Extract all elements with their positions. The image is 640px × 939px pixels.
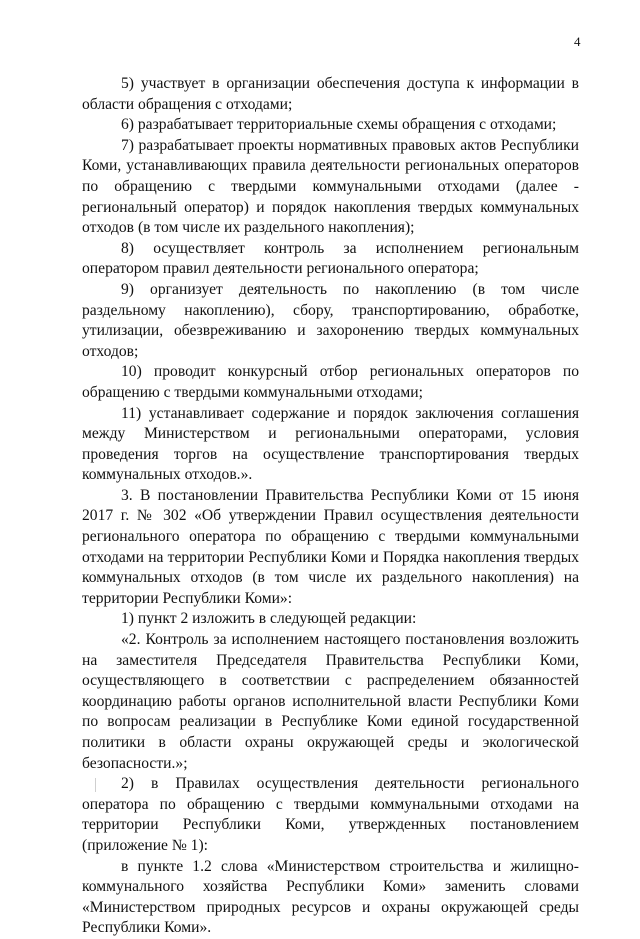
document-body — [82, 74, 579, 939]
paragraph-subitem-2: 2) в Правилах осуществления деятельности регионального оператора по обращению с твердыми коммунальными отходами на территории Республики Коми, утвержденных постановлением (приложение № 1): — [82, 775, 579, 854]
paragraph-amendment: в пункте 1.2 слова «Министерством строительства и жилищно-коммунального хозяйства Республики Коми» заменить словами «Министерством природных ресурсов и охраны окружающей среды Республики Коми». — [82, 857, 579, 937]
paragraph-quote-2: «2. Контроль за исполнением настоящего постановления возложить на заместителя Председателя Правительства Республики Коми, осуществляющего в соответствии с распределением обязанностей координацию работы органов исполнительной власти Республики Коми по вопросам реализации в Республике Коми единой государственной политики в области охраны окружающей среды и экологической безопасности.»; — [82, 631, 579, 772]
paragraph-item-9: 9) организует деятельность по накоплению (в том числе раздельному накоплению), сбору, транспортированию, обработке, утилизации, обезвреживанию и захоронению твердых коммунальных отходов; — [82, 280, 579, 360]
paragraph-subitem-1: 1) пункт 2 изложить в следующей редакции: — [121, 610, 417, 628]
paragraph-item-7: 7) разрабатывает проекты нормативных правовых актов Республики Коми, устанавливающих правила деятельности региональных операторов по обращению с твердыми коммунальными отходами (далее - региональный оператор) и порядок накопления твердых коммунальных отходов (в том числе их раздельного накопления); — [82, 136, 579, 237]
paragraph-item-6: 6) разрабатывает территориальные схемы обращения с отходами; — [121, 116, 557, 134]
paragraph-item-5: 5) участвует в организации обеспечения доступа к информации в области обращения с отходами; — [82, 75, 579, 113]
scan-margin-mark — [95, 778, 96, 792]
paragraph-item-8: 8) осуществляет контроль за исполнением региональным оператором правил деятельности регионального оператора; — [82, 239, 579, 278]
paragraph-section-3: 3. В постановлении Правительства Республики Коми от 15 июня 2017 г. № 302 «Об утверждении Правил осуществления деятельности регионального оператора по обращению с твердыми коммунальными отходами на территории Республики Коми и Порядка накопления твердых коммунальных отходов (в том числе их раздельного накопления) на территории Республики Коми»: — [82, 486, 579, 607]
paragraph-item-10: 10) проводит конкурсный отбор региональных операторов по обращению с твердыми коммунальными отходами; — [82, 363, 579, 401]
paragraph-item-11: 11) устанавливает содержание и порядок заключения соглашения между Министерством и региональными операторами, условия проведения торгов на осуществление транспортирования твердых коммунальных отходов.». — [82, 404, 579, 484]
page-number: 4 — [574, 34, 581, 49]
